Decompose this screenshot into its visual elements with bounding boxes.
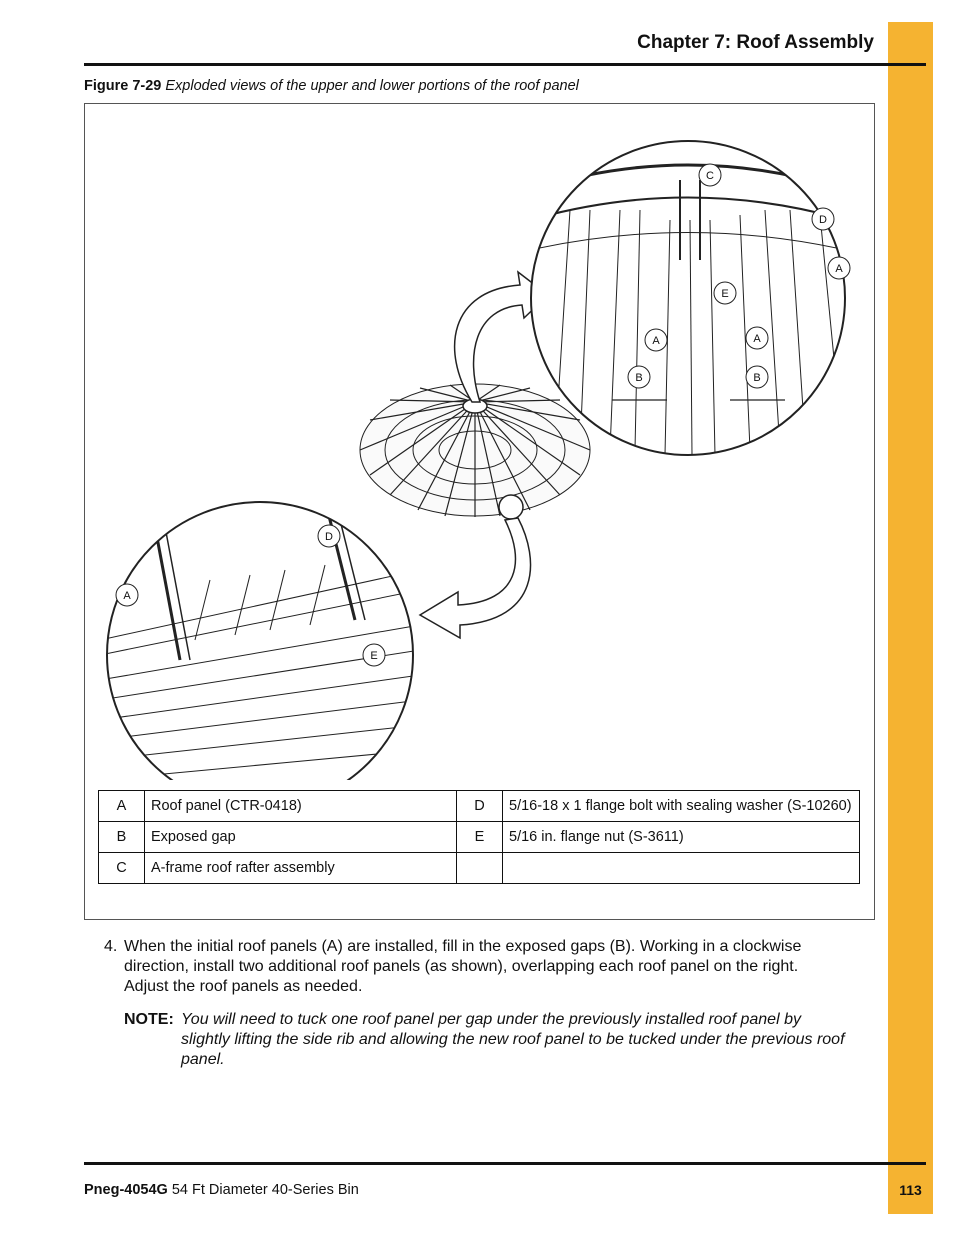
callout-b-label: B xyxy=(753,372,761,384)
figure-number: Figure 7-29 xyxy=(84,78,162,94)
arrow-to-lower-detail xyxy=(420,518,531,638)
callout-c-label: C xyxy=(706,170,714,182)
step-number: 4. xyxy=(104,938,118,955)
legend-key: D xyxy=(457,791,503,822)
callout-b-label: B xyxy=(635,372,643,384)
legend-description: A-frame roof rafter assembly xyxy=(145,853,457,884)
callout-e-label: E xyxy=(370,650,378,662)
footer xyxy=(84,1182,359,1198)
legend-description: 5/16 in. flange nut (S-3611) xyxy=(503,822,860,853)
header-rule xyxy=(84,63,926,66)
legend-key xyxy=(457,853,503,884)
callout-e-label: E xyxy=(721,288,729,300)
chapter-tab-bar xyxy=(888,22,933,1214)
roof-dome-overview xyxy=(360,384,590,519)
legend-description: Roof panel (CTR-0418) xyxy=(145,791,457,822)
note-label: NOTE: xyxy=(124,1011,174,1028)
legend-description xyxy=(503,853,860,884)
document-id: Pneg-4054G xyxy=(84,1182,168,1198)
step-text: When the initial roof panels (A) are installed, fill in the exposed gaps (B). Working in a clockwise direction, install two additional roof panels (as shown), overlapping each roof panel on the right. Adjust the roof panels as needed. xyxy=(124,938,802,995)
footer-rule xyxy=(84,1162,926,1165)
callout-a-label: A xyxy=(835,263,843,275)
callout-d-label: D xyxy=(325,531,333,543)
chapter-title: Chapter 7: Roof Assembly xyxy=(637,32,874,53)
figure-caption-text: Exploded views of the upper and lower portions of the roof panel xyxy=(165,78,579,94)
legend-key: E xyxy=(457,822,503,853)
callout-a-label: A xyxy=(753,333,761,345)
table-row xyxy=(99,791,860,822)
legend-key: B xyxy=(99,822,145,853)
page-number: 113 xyxy=(899,1182,922,1198)
parts-legend-table xyxy=(98,790,860,884)
roof-assembly-illustration xyxy=(100,120,860,780)
document-title: 54 Ft Diameter 40-Series Bin xyxy=(171,1182,359,1198)
figure-caption xyxy=(84,78,579,94)
callout-d-label: D xyxy=(819,214,827,226)
legend-key: A xyxy=(99,791,145,822)
table-row xyxy=(99,853,860,884)
upper-detail-view xyxy=(530,141,850,455)
legend-description: Exposed gap xyxy=(145,822,457,853)
note-block xyxy=(124,1010,854,1070)
table-row xyxy=(99,822,860,853)
callout-a-label: A xyxy=(123,590,131,602)
lower-detail-view xyxy=(100,480,420,780)
legend-description: 5/16-18 x 1 flange bolt with sealing washer (S-10260) xyxy=(503,791,860,822)
instruction-step xyxy=(104,937,844,997)
note-text: You will need to tuck one roof panel per gap under the previously installed roof panel by slightly lifting the side rib and allowing the new roof panel to be tucked under the previous roof panel. xyxy=(181,1011,845,1068)
callout-a-label: A xyxy=(652,335,660,347)
legend-key: C xyxy=(99,853,145,884)
